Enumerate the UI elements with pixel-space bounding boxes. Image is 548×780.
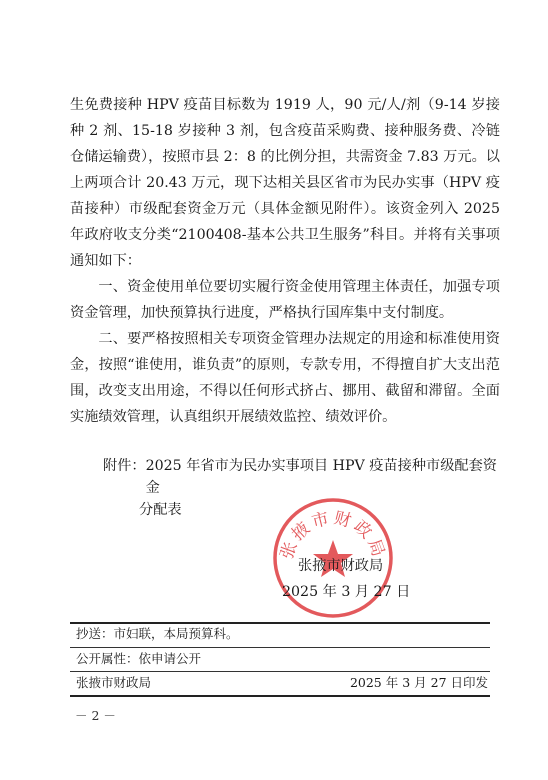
footer-disclosure-row	[76, 649, 488, 669]
signer-org: 张掖市财政局	[298, 558, 384, 574]
footer-rule-bottom	[70, 695, 490, 697]
seal-text: 张掖市财政局	[276, 508, 390, 563]
footer-print-date: 2025 年 3 月 27 日印发	[349, 675, 488, 690]
footer-cc: 抄送：市妇联，本局预算科。	[76, 626, 239, 641]
footer-issuer-row	[76, 673, 488, 693]
body-paragraph-3: 二、要严格按照相关专项资金管理办法规定的用途和标准使用资金，按照“谁使用，谁负责”的原则，专款专用，不得擅自扩大支出范围，改变支出用途，不得以任何形式挤占、挪用、截留和滞留。全面实施绩效管理，认真组织开展绩效监控、绩效评价。	[70, 331, 500, 425]
body-paragraph-2: 一、资金使用单位要切实履行资金使用管理主体责任，加强专项资金管理，加快预算执行进度，严格执行国库集中支付制度。	[70, 279, 500, 321]
document-body	[70, 92, 500, 430]
attachment-title-line2: 分配表	[139, 502, 182, 518]
footer-issuer: 张掖市财政局	[76, 675, 152, 690]
attachment-label: 附件：	[103, 458, 146, 474]
footer-rule-2	[70, 671, 490, 672]
page-number: － 2 －	[75, 708, 116, 723]
body-paragraph-1: 生免费接种 HPV 疫苗目标数为 1919 人，90 元/人/剂（9-14 岁接种 2 剂、15-18 岁接种 3 剂，包含疫苗采购费、接种服务费、冷链仓储运输费），按照市县 2：8 的比例分担，共需资金 7.83 万元。以上两项合计 20.43 万元，现下达相关县区省市为民办实事（HPV 疫苗接种）市级配套资金万元（具体金额见附件）。该资金列入 2025 年政府收支分类“2100408-基本公共卫生服务”科目。并将有关事项通知如下：	[70, 97, 500, 269]
footer-disclosure: 公开属性：依申请公开	[76, 651, 202, 666]
signature-block	[282, 555, 411, 603]
signature-date: 2025 年 3 月 27 日	[282, 584, 411, 600]
footer-rule-1	[70, 647, 490, 648]
attachment-title-line1: 2025 年省市为民办实事项目 HPV 疫苗接种市级配套资金	[145, 458, 497, 496]
footer-cc-row	[76, 624, 488, 644]
